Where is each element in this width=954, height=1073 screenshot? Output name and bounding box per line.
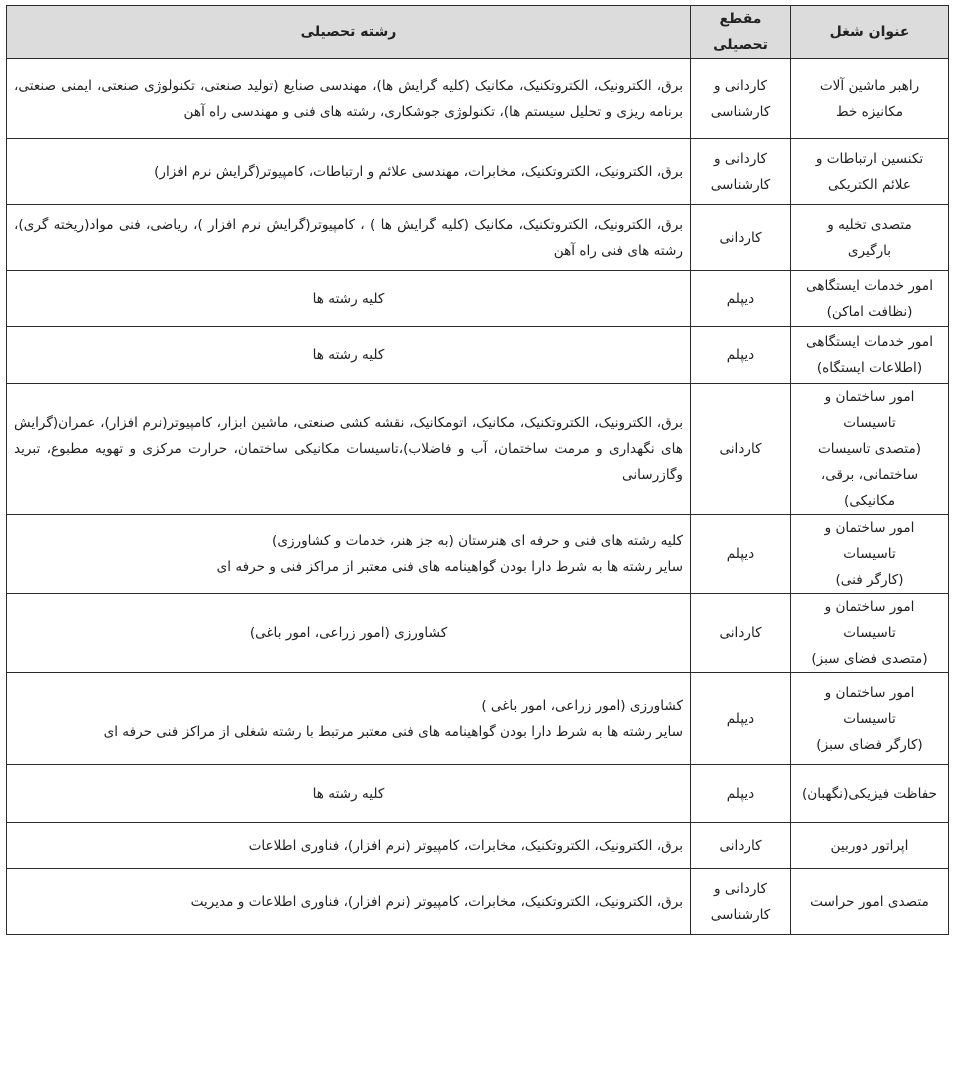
job-title-cell	[791, 869, 949, 935]
job-title-cell	[791, 139, 949, 205]
table-header-row	[7, 6, 949, 59]
title-text-line: (اطلاعات ایستگاه)	[816, 360, 923, 376]
title-text-line: اپراتور دوربین	[830, 837, 909, 854]
table-row	[7, 205, 949, 271]
field-text-line: برق، الکترونیک، الکتروتکنیک، مکانیک، اتومکانیک، نقشه کشی صنعتی، ماشین ابزار، کامپیوتر(نرم افزار)، عمران(گرایش های نگهداری و مرمت ساختمان، آب و فاضلاب)،تاسیسات مکانیکی ساختمان، حرارت مرکزی و تهویه مطبوع، تبرید وگازرسانی	[14, 415, 683, 483]
field-of-study-cell	[7, 869, 691, 935]
field-text-line: برق، الکترونیک، الکتروتکنیک، مخابرات، کامپیوتر (نرم افزار)، فناوری اطلاعات و مدیریت	[190, 893, 683, 910]
title-text-line: امور خدمات ایستگاهی	[806, 277, 933, 294]
title-text-line: (متصدی فضای سبز)	[811, 651, 928, 667]
field-text-line: کلیه رشته ها	[312, 785, 385, 802]
job-requirements-table	[6, 5, 949, 935]
level-text-line: دیپلم	[726, 347, 755, 363]
title-text-line: (نظافت اماکن)	[826, 303, 913, 320]
level-text-line: دیپلم	[726, 290, 755, 307]
level-text-line: دیپلم	[726, 546, 755, 562]
field-text-line: کشاورزی (امور زراعی، امور باغی )	[481, 697, 683, 714]
level-text-line: کاردانی	[719, 625, 762, 641]
table-row	[7, 869, 949, 935]
table-row	[7, 765, 949, 823]
job-title-cell	[791, 594, 949, 673]
education-level-cell	[691, 765, 791, 823]
level-text-line: دیپلم	[726, 785, 755, 802]
field-text-line: کلیه رشته ها	[312, 347, 385, 363]
field-of-study-cell	[7, 139, 691, 205]
table-row	[7, 594, 949, 673]
table-row	[7, 59, 949, 139]
table-row	[7, 673, 949, 765]
title-text-line: علائم الکتریکی	[827, 176, 912, 193]
title-text-line: (کارگر فنی)	[835, 572, 904, 588]
title-text-line: امور ساختمان و تاسیسات	[824, 599, 915, 641]
education-level-cell	[691, 515, 791, 594]
title-text-line: حفاظت فیزیکی(نگهبان)	[801, 785, 938, 802]
field-text-line: برق، الکترونیک، الکتروتکنیک، مکانیک (کلیه گرایش ها ) ، کامپیوتر(گرایش نرم افزار )، ریاضی، فنی مواد(ریخته گری)، رشته های فنی راه آهن	[14, 216, 683, 259]
field-text-line: برق، الکترونیک، الکتروتکنیک، مکانیک (کلیه گرایش ها)، مهندسی صنایع (تولید صنعتی، تکنولوژی صنعتی، ایمنی صنعتی، برنامه ریزی و تحلیل سیستم ها)، تکنولوژی جوشکاری، رشته های فنی و مهندسی راه آهن	[14, 77, 683, 120]
job-title-cell	[791, 327, 949, 384]
level-text-line: کارشناسی	[710, 176, 771, 193]
header-education-level: مقطع تحصیلی	[691, 6, 791, 59]
title-text-line: راهبر ماشین آلات	[819, 77, 920, 94]
job-title-cell	[791, 765, 949, 823]
field-text-line: کشاورزی (امور زراعی، امور باغی)	[249, 625, 448, 641]
title-text-line: امور ساختمان و تاسیسات	[824, 520, 915, 562]
job-title-cell	[791, 271, 949, 327]
field-text-line: برق، الکترونیک، الکتروتکنیک، مخابرات، مهندسی علائم و ارتباطات، کامپیوتر(گرایش نرم افزار)	[154, 163, 683, 180]
table-row	[7, 384, 949, 515]
level-text-line: کاردانی و	[713, 150, 767, 167]
field-of-study-cell	[7, 271, 691, 327]
level-text-line: کاردانی و	[713, 880, 767, 897]
header-job-title: عنوان شغل	[791, 6, 949, 59]
field-of-study-cell	[7, 765, 691, 823]
title-text-line: امور خدمات ایستگاهی	[806, 334, 933, 350]
education-level-cell	[691, 59, 791, 139]
education-level-cell	[691, 205, 791, 271]
field-of-study-cell	[7, 327, 691, 384]
level-text-line: کاردانی و	[713, 77, 767, 94]
job-title-cell	[791, 59, 949, 139]
education-level-cell	[691, 823, 791, 869]
title-text-line: (متصدی تاسیسات	[817, 441, 922, 457]
title-text-line: (کارگر فضای سبز)	[816, 736, 923, 753]
level-text-line: کاردانی	[719, 229, 762, 246]
table-row	[7, 271, 949, 327]
title-text-line: مکانیزه خط	[835, 103, 904, 120]
table-row	[7, 327, 949, 384]
field-text-line: برق، الکترونیک، الکتروتکنیک، مخابرات، کامپیوتر (نرم افزار)، فناوری اطلاعات	[248, 837, 683, 854]
field-of-study-cell	[7, 823, 691, 869]
field-of-study-cell	[7, 515, 691, 594]
title-text-line: بارگیری	[847, 242, 892, 259]
field-text-line: سایر رشته ها به شرط دارا بودن گواهینامه های فنی معتبر مرتبط با رشته شغلی از مراکز فنی حرفه ای	[103, 723, 683, 740]
education-level-cell	[691, 869, 791, 935]
job-requirements-table-container	[6, 5, 948, 935]
field-of-study-cell	[7, 673, 691, 765]
field-of-study-cell	[7, 384, 691, 515]
table-row	[7, 515, 949, 594]
title-text-line: تکنسین ارتباطات و	[815, 150, 924, 167]
level-text-line: کاردانی	[719, 837, 762, 854]
title-text-line: ساختمانی، برقی،	[820, 467, 919, 483]
job-title-cell	[791, 515, 949, 594]
level-text-line: کارشناسی	[710, 906, 771, 923]
field-text-line: کلیه رشته ها	[312, 290, 385, 307]
level-text-line: کارشناسی	[710, 103, 771, 120]
education-level-cell	[691, 139, 791, 205]
title-text-line: امور ساختمان و تاسیسات	[824, 389, 915, 431]
field-text-line: سایر رشته ها به شرط دارا بودن گواهینامه های فنی معتبر از مراکز فنی و حرفه ای	[216, 559, 683, 575]
field-of-study-cell	[7, 205, 691, 271]
title-text-line: متصدی امور حراست	[810, 893, 929, 910]
level-text-line: کاردانی	[719, 441, 762, 457]
header-field-of-study: رشته تحصیلی	[7, 6, 691, 59]
title-text-line: امور ساختمان و تاسیسات	[824, 684, 915, 727]
job-title-cell	[791, 823, 949, 869]
education-level-cell	[691, 384, 791, 515]
field-of-study-cell	[7, 594, 691, 673]
table-row	[7, 139, 949, 205]
title-text-line: متصدی تخلیه و	[827, 216, 912, 233]
education-level-cell	[691, 673, 791, 765]
level-text-line: دیپلم	[726, 710, 755, 727]
title-text-line: مکانیکی)	[844, 493, 895, 509]
education-level-cell	[691, 271, 791, 327]
job-title-cell	[791, 205, 949, 271]
field-of-study-cell	[7, 59, 691, 139]
education-level-cell	[691, 594, 791, 673]
table-row	[7, 823, 949, 869]
job-title-cell	[791, 673, 949, 765]
job-title-cell	[791, 384, 949, 515]
education-level-cell	[691, 327, 791, 384]
field-text-line: کلیه رشته های فنی و حرفه ای هنرستان (به جز هنر، خدمات و کشاورزی)	[272, 533, 683, 549]
